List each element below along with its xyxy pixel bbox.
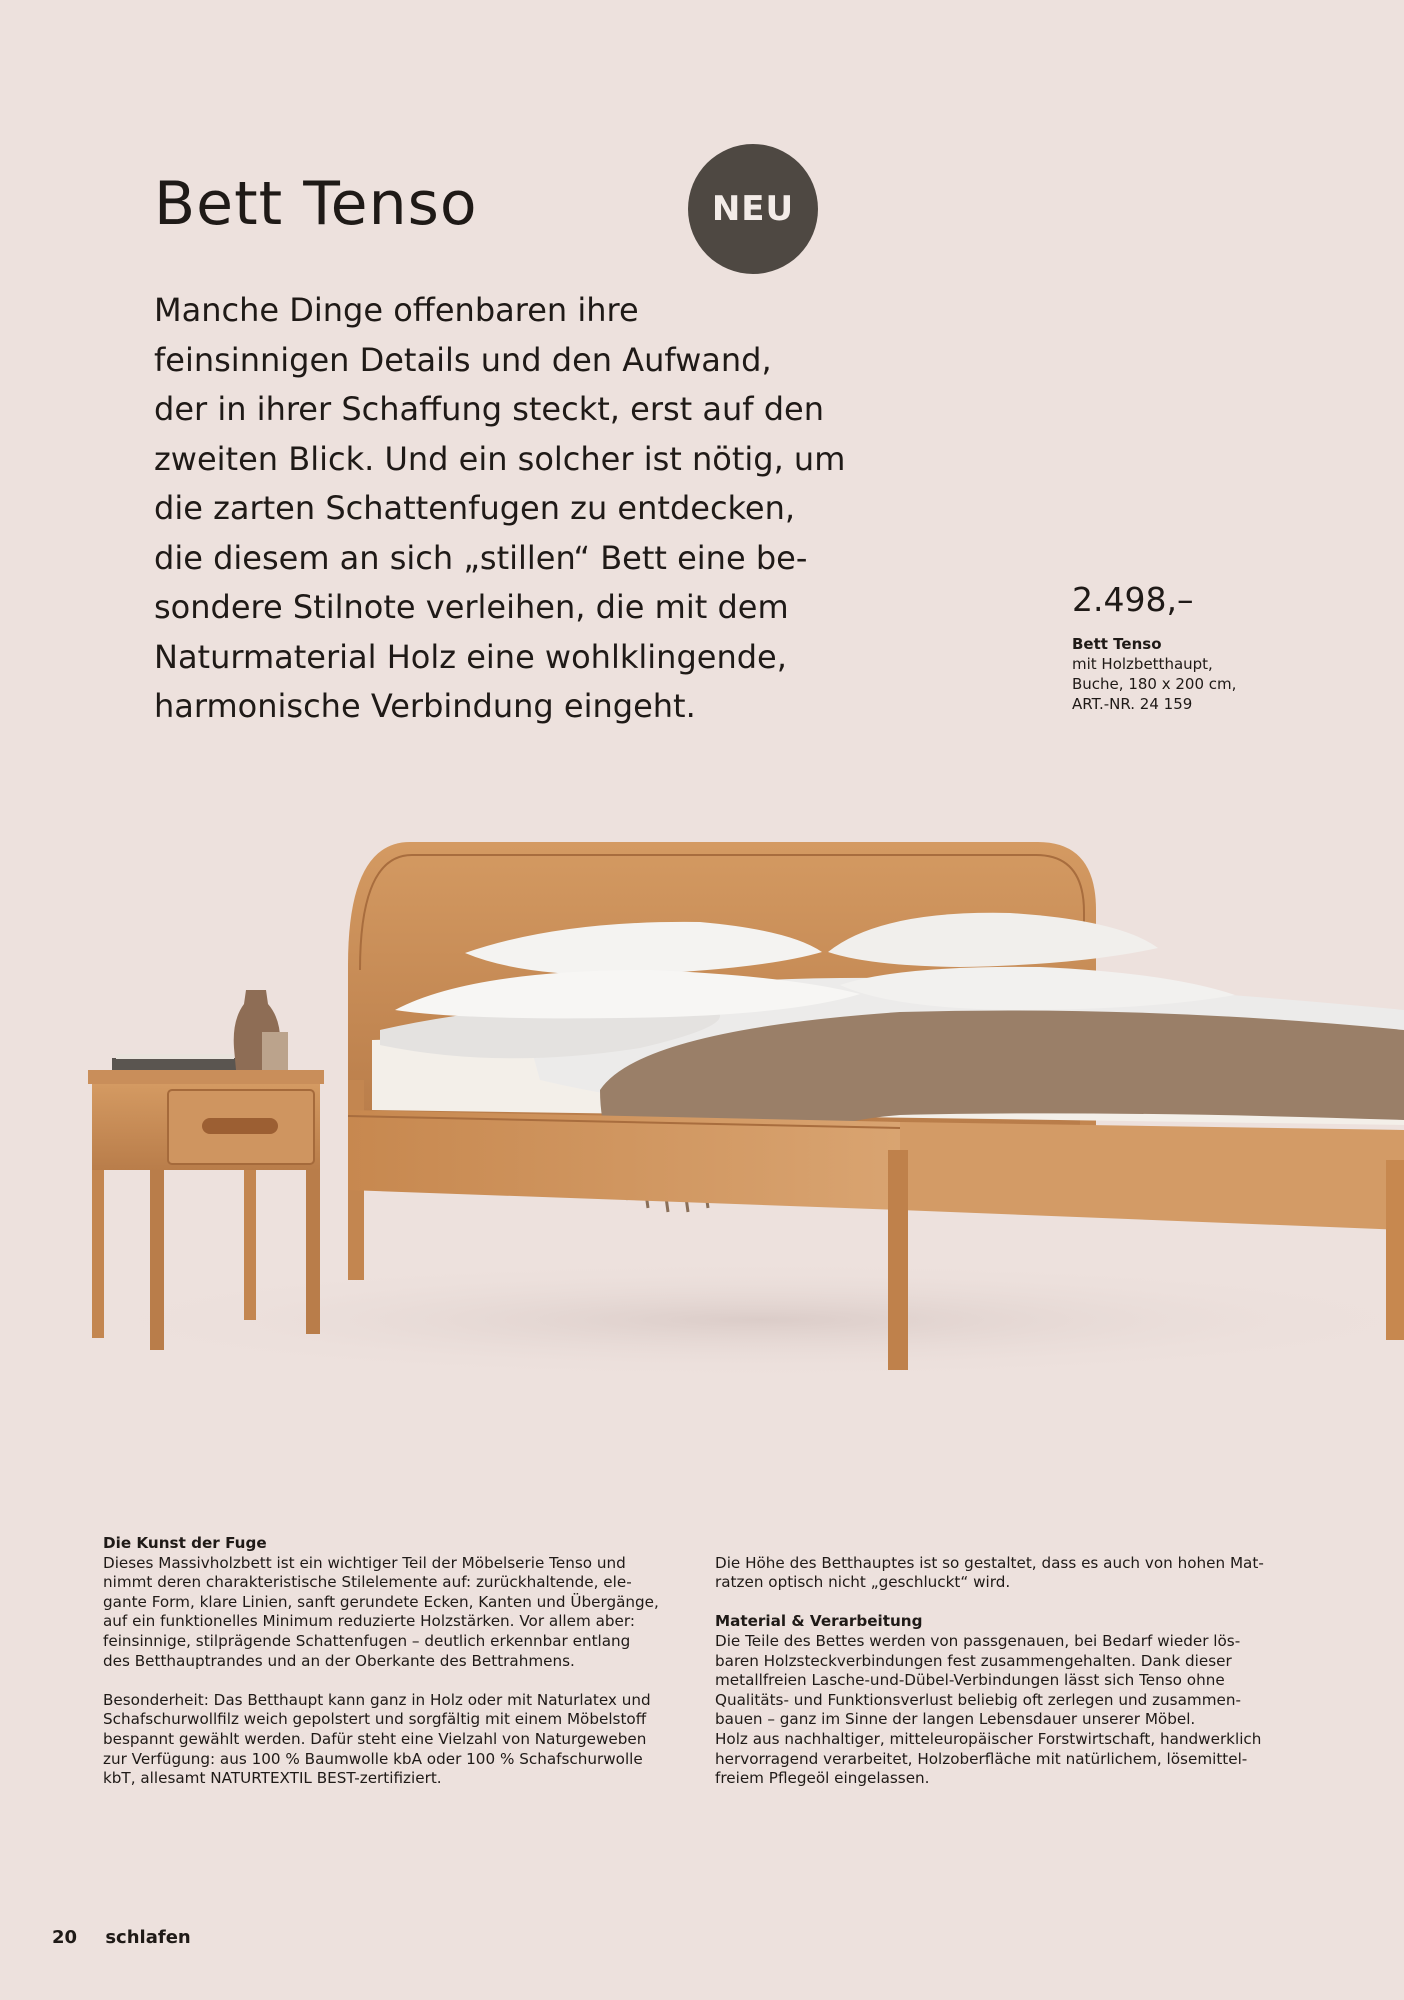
product-photo-bed-and-nightstand xyxy=(0,780,1404,1500)
intro-line: zweiten Blick. Und ein solcher ist nötig, um xyxy=(154,439,846,478)
body-line: Besonderheit: Das Betthaupt kann ganz in Holz oder mit Naturlatex und xyxy=(103,1690,651,1709)
body-line: baren Holzsteckverbindungen fest zusammengehalten. Dank dieser xyxy=(715,1651,1232,1670)
section-heading: Die Kunst der Fuge xyxy=(103,1534,267,1552)
nightstand-top xyxy=(88,1070,324,1084)
page-footer xyxy=(52,1927,191,1948)
body-line: Qualitäts- und Funktionsverlust beliebig oft zerlegen und zusammen- xyxy=(715,1690,1241,1709)
product-details xyxy=(1072,634,1236,714)
product-info xyxy=(1072,578,1236,714)
body-line: Die Höhe des Betthauptes ist so gestaltet, dass es auch von hohen Mat- xyxy=(715,1553,1264,1572)
product-detail-line: mit Holzbetthaupt, xyxy=(1072,655,1213,673)
book-stack xyxy=(112,1058,238,1070)
product-detail-line: ART.-NR. 24 159 xyxy=(1072,695,1193,713)
book-stack xyxy=(116,1054,234,1059)
bed-side-rail xyxy=(348,1110,900,1210)
body-line: bauen – ganz im Sinne der langen Lebensdauer unserer Möbel. xyxy=(715,1710,1196,1729)
text-column-right xyxy=(715,1534,1315,1789)
product-detail-line: Buche, 180 x 200 cm, xyxy=(1072,675,1237,693)
body-line: Holz aus nachhaltiger, mitteleuropäischer Forstwirtschaft, handwerklich xyxy=(715,1729,1262,1748)
intro-line: feinsinnigen Details und den Aufwand, xyxy=(154,340,772,379)
bed-foot-rail xyxy=(900,1122,1404,1230)
bed-leg-front-right xyxy=(1386,1160,1404,1340)
body-line: ratzen optisch nicht „geschluckt“ wird. xyxy=(715,1573,1011,1592)
intro-line: der in ihrer Schaffung steckt, erst auf den xyxy=(154,390,824,428)
body-line: freiem Pflegeöl eingelassen. xyxy=(715,1769,930,1788)
body-line: gante Form, klare Linien, sanft gerundete Ecken, Kanten und Übergänge, xyxy=(103,1592,659,1611)
nightstand-leg xyxy=(92,1170,104,1338)
bed-leg-front-left xyxy=(888,1150,908,1370)
intro-line: Manche Dinge offenbaren ihre xyxy=(154,291,639,329)
body-line: nimmt deren charakteristische Stilelemente auf: zurückhaltende, ele- xyxy=(103,1573,632,1592)
price: 2.498,– xyxy=(1072,580,1194,619)
page-title: Bett Tenso xyxy=(154,169,478,239)
nightstand-leg xyxy=(150,1170,164,1350)
section-name: schlafen xyxy=(105,1927,191,1948)
body-line: bespannt gewählt werden. Dafür steht eine Vielzahl von Naturgeweben xyxy=(103,1729,647,1748)
section-heading: Material & Verarbeitung xyxy=(715,1612,923,1631)
body-line: hervorragend verarbeitet, Holzoberfläche mit natürlichem, lösemittel- xyxy=(715,1749,1248,1768)
nightstand-leg xyxy=(306,1170,320,1334)
intro-line: die diesem an sich „stillen“ Bett eine be- xyxy=(154,538,808,577)
body-line: Schafschurwollfilz weich gepolstert und sorgfältig mit einem Möbelstoff xyxy=(103,1710,647,1729)
intro-line: harmonische Verbindung eingeht. xyxy=(154,687,696,725)
intro-line: sondere Stilnote verleihen, die mit dem xyxy=(154,588,789,626)
text-column-left xyxy=(103,1534,703,1789)
body-line: kbT, allesamt NATURTEXTIL BEST-zertifiziert. xyxy=(103,1769,442,1788)
page-number: 20 xyxy=(52,1927,78,1948)
body-line: zur Verfügung: aus 100 % Baumwolle kbA oder 100 % Schafschurwolle xyxy=(103,1749,643,1768)
drawer-handle xyxy=(202,1118,278,1134)
body-line: auf ein funktionelles Minimum reduzierte Holzstärken. Vor allem aber: xyxy=(103,1612,635,1631)
nightstand-leg xyxy=(244,1170,256,1320)
intro-line: Naturmaterial Holz eine wohlklingende, xyxy=(154,637,787,676)
new-badge: NEU xyxy=(688,144,818,274)
product-name: Bett Tenso xyxy=(1072,635,1162,653)
intro-line: die zarten Schattenfugen zu entdecken, xyxy=(154,489,796,527)
body-line: Dieses Massivholzbett ist ein wichtiger Teil der Möbelserie Tenso und xyxy=(103,1553,626,1572)
cup xyxy=(262,1032,288,1070)
body-line: feinsinnige, stilprägende Schattenfugen – deutlich erkennbar entlang xyxy=(103,1631,631,1650)
body-line: metallfreien Lasche-und-Dübel-Verbindungen lässt sich Tenso ohne xyxy=(715,1671,1225,1690)
body-line: des Betthauptrandes und an der Oberkante des Bettrahmens. xyxy=(103,1651,575,1670)
intro-text xyxy=(154,286,914,732)
body-line: Die Teile des Bettes werden von passgenauen, bei Bedarf wieder lös- xyxy=(715,1631,1241,1650)
floor-shadow xyxy=(60,1260,1404,1380)
